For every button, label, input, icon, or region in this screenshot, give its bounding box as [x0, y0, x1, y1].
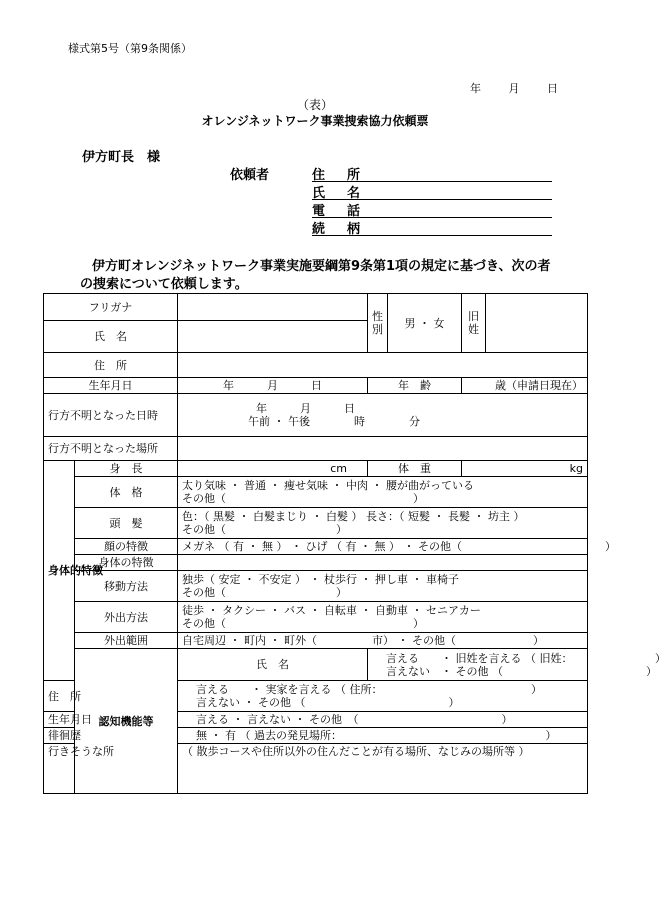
old-name-label: 旧姓	[462, 294, 486, 353]
outing-input[interactable]	[178, 602, 588, 633]
likely-places-label: 行きそうな所	[44, 744, 75, 794]
furigana-input[interactable]	[178, 294, 368, 321]
outing-label: 外出方法	[75, 602, 178, 633]
requester-relation-field[interactable]	[312, 218, 552, 236]
wandering-history-label: 徘徊歴	[44, 728, 75, 744]
mobility-label: 移動方法	[75, 571, 178, 602]
birthdate-input[interactable]: 年 月 日	[178, 378, 368, 394]
requester-relation-label: 続柄	[312, 222, 383, 237]
range-label: 外出範囲	[75, 633, 178, 649]
outing-other: その他（ ）	[182, 617, 425, 630]
hair-label: 頭 髪	[75, 508, 178, 539]
missing-datetime-label: 行方不明となった日時	[44, 394, 178, 437]
form-number: 様式第5号（第9条関係）	[68, 42, 192, 55]
name-input[interactable]	[178, 321, 368, 353]
age-input[interactable]: 歳（申請日現在）	[462, 378, 588, 394]
date-year: 年	[470, 82, 481, 95]
requester-name-label: 氏名	[312, 186, 383, 201]
cog-birthdate-label: 生年月日	[44, 712, 75, 728]
missing-datetime-date: 年 月 日	[256, 402, 356, 415]
sex-label: 性別	[368, 294, 388, 353]
cog-name-input[interactable]	[368, 649, 666, 681]
cog-address-input[interactable]	[178, 681, 588, 712]
weight-label: 体 重	[368, 461, 462, 477]
address-label: 住 所	[44, 353, 178, 378]
build-options: 太り気味 ・ 普通 ・ 痩せ気味 ・ 中肉 ・ 腰が曲がっている	[182, 479, 474, 492]
cog-name-label: 氏 名	[178, 649, 368, 681]
mobility-options: 独歩（ 安定 ・ 不安定 ） ・ 杖歩行 ・ 押し車 ・ 車椅子	[182, 573, 459, 586]
build-label: 体 格	[75, 477, 178, 508]
page-title: オレンジネットワーク事業捜索協力依頼票	[201, 114, 429, 128]
requester-address-field[interactable]	[312, 164, 552, 182]
age-label: 年 齢	[368, 378, 462, 394]
requester-phone-label: 電話	[312, 204, 383, 219]
requester-address-label: 住所	[312, 168, 383, 183]
build-other: その他（ ）	[182, 492, 425, 505]
birthdate-label: 生年月日	[44, 378, 178, 394]
build-input[interactable]	[178, 477, 588, 508]
missing-datetime-input[interactable]	[178, 394, 588, 437]
cog-name-other: 言えない ・ その他 （ ）	[386, 664, 658, 678]
cog-birthdate-input[interactable]: 言える ・ 言えない ・ その他 （ ）	[178, 712, 588, 728]
cog-name-options: 言える ・ 旧姓を言える （ 旧姓： ）	[386, 651, 666, 665]
form-side-label: （表）	[296, 98, 333, 112]
outing-options: 徒歩 ・ タクシー ・ バス ・ 自転車 ・ 自動車 ・ セニアカー	[182, 604, 481, 617]
date-day: 日	[547, 82, 558, 95]
old-name-input[interactable]	[486, 294, 588, 353]
addressee: 伊方町長 様	[82, 150, 161, 165]
cognitive-function-group: 認知機能等	[75, 649, 178, 794]
address-input[interactable]	[178, 353, 588, 378]
hair-options: 色：（ 黒髪 ・ 白髪まじり ・ 白髪 ） 長さ：（ 短髪 ・ 長髪 ・ 坊主 ）	[182, 510, 525, 523]
likely-places-input[interactable]: （ 散歩コースや住所以外の住んだことが有る場所、なじみの場所等 ）	[178, 744, 588, 794]
name-label: 氏 名	[44, 321, 178, 353]
wandering-history-input[interactable]: 無 ・ 有 （ 過去の発見場所： ）	[178, 728, 588, 744]
physical-features-group: 身体的特徴	[44, 461, 75, 681]
missing-datetime-time: 午前 ・ 午後 時 分	[248, 415, 421, 428]
body-features-label: 身体の特徴	[75, 555, 178, 571]
furigana-label: フリガナ	[44, 294, 178, 321]
height-input[interactable]: cm	[178, 461, 368, 477]
intro-text: 伊方町オレンジネットワーク事業実施要綱第9条第1項の規定に基づき、次の者の捜索について依頼します。	[80, 259, 551, 292]
requester-phone-field[interactable]	[312, 200, 552, 218]
face-input[interactable]: メガネ （ 有 ・ 無 ） ・ ひげ （ 有 ・ 無 ） ・ その他（ ）	[178, 539, 588, 555]
sex-options[interactable]: 男 ・ 女	[388, 294, 462, 353]
hair-other: その他（ ）	[182, 523, 348, 536]
request-date	[470, 80, 582, 96]
weight-input[interactable]: kg	[462, 461, 588, 477]
date-month: 月	[508, 82, 520, 95]
missing-place-label: 行方不明となった場所	[44, 437, 178, 461]
cog-address-options: 言える ・ 実家を言える （ 住所： ）	[196, 683, 543, 696]
requester-name-field[interactable]	[312, 182, 552, 200]
search-request-table	[43, 293, 666, 794]
mobility-input[interactable]	[178, 571, 588, 602]
mobility-other: その他（ ）	[182, 586, 348, 599]
body-features-input[interactable]	[178, 555, 588, 571]
hair-input[interactable]	[178, 508, 588, 539]
face-label: 顔の特徴	[75, 539, 178, 555]
range-input[interactable]: 自宅周辺 ・ 町内 ・ 町外（ 市） ・ その他（ ）	[178, 633, 588, 649]
height-label: 身 長	[75, 461, 178, 477]
cog-address-other: 言えない ・ その他 （ ）	[196, 696, 460, 709]
requester-label: 依頼者	[230, 168, 270, 183]
missing-place-input[interactable]	[178, 437, 588, 461]
cog-address-label: 住 所	[44, 681, 75, 712]
